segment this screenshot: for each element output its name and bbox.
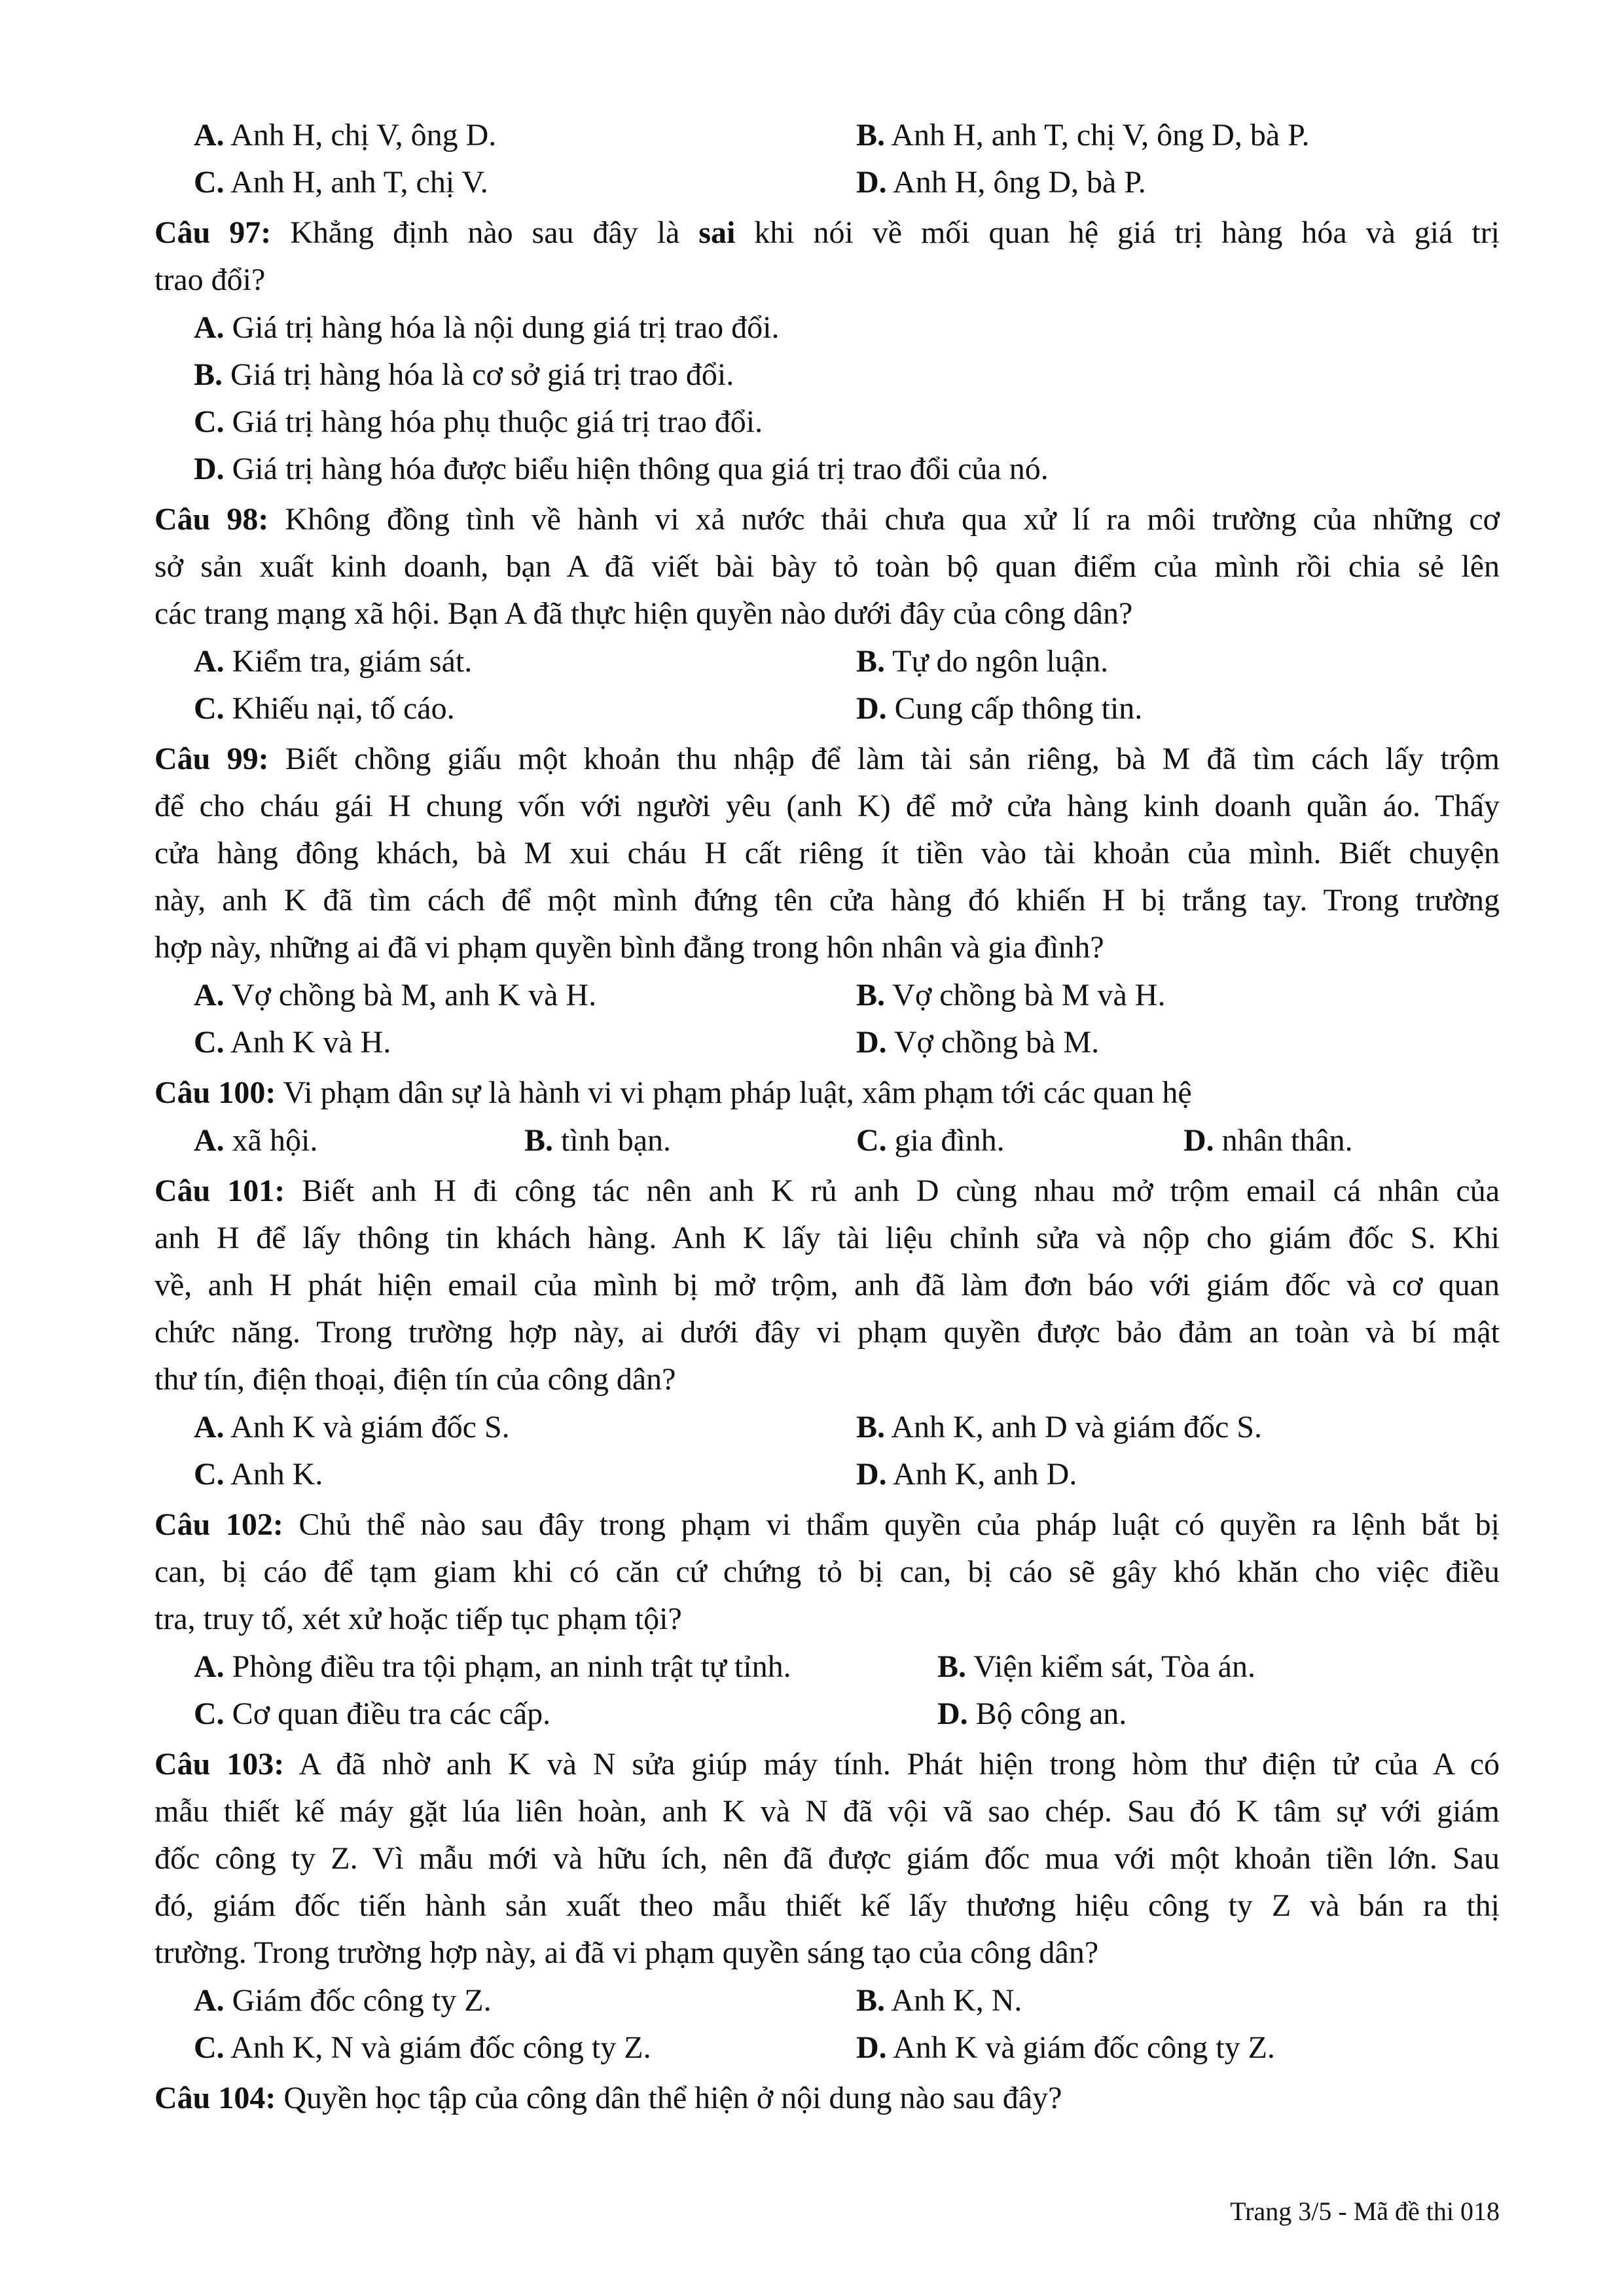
option-a: A. Anh H, chị V, ông D. — [194, 117, 497, 152]
option-c: C. Anh H, anh T, chị V. — [194, 164, 488, 200]
options-row — [154, 1403, 1500, 1450]
question-98: Câu 98: Không đồng tình về hành vi xả nước thải chưa qua xử lí ra môi trường của những cơ sở sản xuất kinh doanh, bạn A đã viết bài bày tỏ toàn bộ quan điểm của mình rồi chia sẻ lên các trang mạng xã hội. Bạn A đã thực hiện quyền nào dưới đây của công dân? — [154, 502, 1500, 631]
option-c: C. Anh K, N và giám đốc công ty Z. — [194, 2030, 651, 2065]
options-row — [154, 1643, 1500, 1690]
option-b: B. Viện kiểm sát, Tòa án. — [937, 1649, 1255, 1684]
option-a: A. Kiểm tra, giám sát. — [194, 643, 473, 679]
option-a: A. Vợ chồng bà M, anh K và H. — [194, 977, 597, 1013]
option-d: D. Cung cấp thông tin. — [856, 691, 1143, 726]
option-d: D. Anh H, ông D, bà P. — [856, 164, 1146, 200]
option-d: D. Anh K và giám đốc công ty Z. — [856, 2030, 1275, 2065]
question-101: Câu 101: Biết anh H đi công tác nên anh K rủ anh D cùng nhau mở trộm email cá nhân của anh H để lấy thông tin khách hàng. Anh K lấy tài liệu chỉnh sửa và nộp cho giám đốc S. Khi về, anh H phát hiện email của mình bị mở trộm, anh đã làm đơn báo với giám đốc và cơ quan chức năng. Trong trường hợp này, ai dưới đây vi phạm quyền được bảo đảm an toàn và bí mật thư tín, điện thoại, điện tín của công dân? — [154, 1174, 1500, 1397]
option-b: B. Tự do ngôn luận. — [856, 643, 1109, 679]
option-d: D. Vợ chồng bà M. — [856, 1024, 1100, 1060]
question-104: Câu 104: Quyền học tập của công dân thể hiện ở nội dung nào sau đây? — [154, 2081, 1062, 2115]
option-c: C. Khiếu nại, tố cáo. — [194, 691, 455, 726]
option-c: C. Giá trị hàng hóa phụ thuộc giá trị trao đổi. — [194, 404, 763, 439]
option-a: A. Phòng điều tra tội phạm, an ninh trật tự tỉnh. — [194, 1649, 791, 1684]
options-row — [154, 111, 1500, 158]
option-d: D. Anh K, anh D. — [856, 1456, 1077, 1492]
options-row — [154, 1450, 1500, 1498]
options-row — [154, 1977, 1500, 2024]
option-b: B. Anh K, anh D và giám đốc S. — [856, 1409, 1262, 1444]
question-99: Câu 99: Biết chồng giấu một khoản thu nhập để làm tài sản riêng, bà M đã tìm cách lấy trộm để cho cháu gái H chung vốn với người yêu (anh K) để mở cửa hàng kinh doanh quần áo. Thấy cửa hàng đông khách, bà M xui cháu H cất riêng ít tiền vào tài khoản của mình. Biết chuyện này, anh K đã tìm cách để một mình đứng tên cửa hàng đó khiến H bị trắng tay. Trong trường hợp này, những ai đã vi phạm quyền bình đẳng trong hôn nhân và gia đình? — [154, 742, 1500, 965]
page-footer: Trang 3/5 - Mã đề thi 018 — [1230, 2197, 1500, 2226]
option-b: B. Giá trị hàng hóa là cơ sở giá trị trao đổi. — [194, 357, 734, 392]
options-row — [154, 971, 1500, 1018]
options-row — [154, 1117, 1500, 1164]
options-row — [154, 2024, 1500, 2071]
option-b: B. tình bạn. — [524, 1122, 671, 1158]
option-d: D. Giá trị hàng hóa được biểu hiện thông qua giá trị trao đổi của nó. — [194, 451, 1049, 486]
option-d: D. Bộ công an. — [937, 1696, 1127, 1731]
options-row — [154, 1690, 1500, 1737]
options-row — [154, 637, 1500, 685]
option-c: C. Anh K và H. — [194, 1024, 391, 1060]
question-100: Câu 100: Vi phạm dân sự là hành vi vi phạm pháp luật, xâm phạm tới các quan hệ — [154, 1075, 1192, 1110]
option-b: B. Anh K, N. — [856, 1982, 1022, 2018]
option-a: A. Anh K và giám đốc S. — [194, 1409, 510, 1444]
option-d: D. nhân thân. — [1183, 1122, 1353, 1158]
option-a: A. Giám đốc công ty Z. — [194, 1982, 492, 2018]
options-row — [154, 158, 1500, 206]
option-c: C. Cơ quan điều tra các cấp. — [194, 1696, 551, 1731]
question-102: Câu 102: Chủ thể nào sau đây trong phạm vi thẩm quyền của pháp luật có quyền ra lệnh bắt bị can, bị cáo để tạm giam khi có căn cứ chứng tỏ bị can, bị cáo sẽ gây khó khăn cho việc điều tra, truy tố, xét xử hoặc tiếp tục phạm tội? — [154, 1507, 1500, 1636]
question-103: Câu 103: A đã nhờ anh K và N sửa giúp máy tính. Phát hiện trong hòm thư điện tử của A có mẫu thiết kế máy gặt lúa liên hoàn, anh K và N đã vội vã sao chép. Sau đó K tâm sự với giám đốc công ty Z. Vì mẫu mới và hữu ích, nên đã được giám đốc mua với một khoản tiền lớn. Sau đó, giám đốc tiến hành sản xuất theo mẫu thiết kế lấy thương hiệu công ty Z và bán ra thị trường. Trong trường hợp này, ai đã vi phạm quyền sáng tạo của công dân? — [154, 1747, 1500, 1970]
options-row — [154, 1018, 1500, 1066]
options-row — [154, 685, 1500, 732]
option-b: B. Vợ chồng bà M và H. — [856, 977, 1166, 1013]
question-97: Câu 97: Khẳng định nào sau đây là sai khi nói về mối quan hệ giá trị hàng hóa và giá trị trao đổi? — [154, 215, 1500, 297]
option-a: A. xã hội. — [194, 1122, 318, 1158]
option-c: C. Anh K. — [194, 1456, 323, 1492]
option-b: B. Anh H, anh T, chị V, ông D, bà P. — [856, 117, 1310, 152]
page-content — [154, 111, 1500, 2122]
option-a: A. Giá trị hàng hóa là nội dung giá trị trao đổi. — [194, 310, 780, 345]
option-c: C. gia đình. — [856, 1122, 1005, 1158]
